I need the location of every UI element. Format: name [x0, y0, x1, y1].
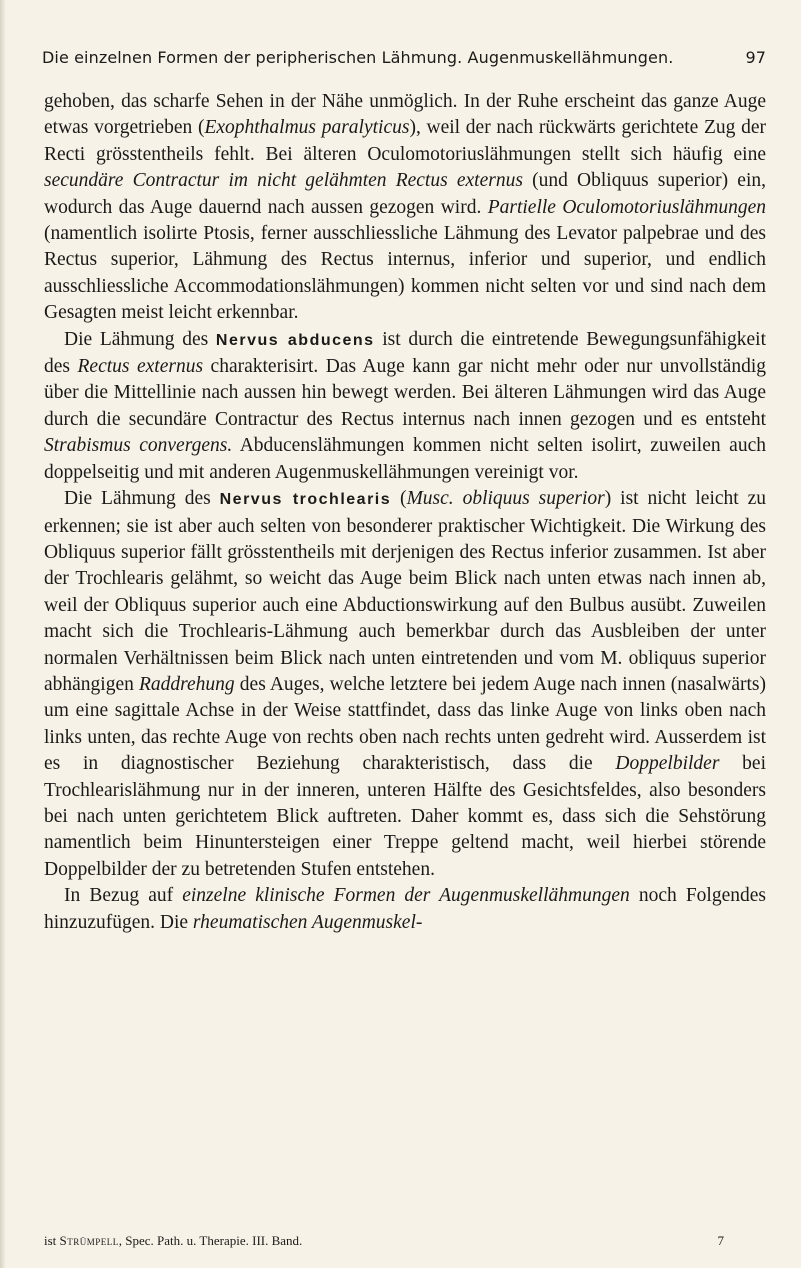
footer: [44, 1233, 724, 1249]
text-run: ), weil der nach rückwärts gerichtete Zug der Recti grösstentheils fehlt. Bei älteren Oculomotoriuslähmungen stellt sich häufig eine: [44, 117, 766, 165]
text-run: gehoben, das scharfe Sehen in der Nähe unmöglich. In der Ruhe erscheint das ganze Auge etwas vorgetrieben (: [44, 91, 766, 139]
paragraph-4: [44, 883, 766, 936]
footer-author: Strümpell: [59, 1233, 119, 1248]
paragraph-2: [44, 327, 766, 486]
text-run: In Bezug auf: [64, 885, 183, 907]
italic-term: secundäre Contractur im nicht gelähmten Rectus externus: [44, 170, 523, 192]
book-page: [44, 48, 766, 936]
body-text: [44, 89, 766, 936]
footer-reference: [44, 1233, 302, 1249]
text-run: Die Lähmung des: [64, 328, 216, 350]
running-head: [42, 48, 766, 67]
running-head-title: Die einzelnen Formen der peripherischen Lähmung. Augenmuskellähmungen.: [42, 48, 674, 67]
italic-term: Strabismus convergens.: [44, 435, 233, 457]
paragraph-1: [44, 89, 766, 327]
text-run: (namentlich isolirte Ptosis, ferner ausschliessliche Lähmung des Levator palpebrae und des Rectus superior, Lähmung des Rectus internus, inferior und superior, und endlich ausschliessliche Accommodationslähmungen) kommen nicht selten vor und sind nach dem Gesagten meist leicht erkennbar.: [44, 223, 766, 324]
text-run: (und Obliquus superior) ein, wodurch das Auge dauernd nach aussen gezogen wird.: [44, 170, 766, 218]
page-number: 97: [745, 48, 766, 67]
text-run: ist durch die eintretende Bewegungsunfähigkeit des: [44, 328, 767, 378]
italic-term: rheumatischen Augenmuskel-: [192, 911, 423, 933]
text-run: bei Trochlearislähmung nur in der inneren, unteren Hälfte des Gesichtsfeldes, also besonders bei nach unten gerichtetem Blick auftreten. Daher kommt es, dass sich die Sehstörung namentlich beim Hinuntersteigen einer Treppe geltend macht, weil hierbei störende Doppelbilder der zu betretenden Stufen entstehen.: [44, 753, 766, 880]
italic-term: einzelne klinische Formen der Augenmuskellähmungen: [182, 885, 630, 907]
italic-term: Doppelbilder: [615, 753, 720, 775]
italic-term: Exophthalmus paralyticus: [204, 117, 410, 139]
footer-text: , Spec. Path. u. Therapie. III. Band.: [118, 1233, 303, 1248]
paragraph-3: [44, 486, 766, 883]
text-run: ) ist nicht leicht zu erkennen; sie ist aber auch selten von besonderer praktischer Wichtigkeit. Die Wirkung des Obliquus superior fällt grösstentheils mit derjenigen des Rectus inferior zusammen. Ist aber der Trochlearis gelähmt, so weicht das Auge beim Blick nach unten etwas nach innen ab, weil der Obliquus superior auch eine Abductionswirkung auf den Bulbus ausübt. Zuweilen macht sich die Trochlearis-Lähmung auch bemerkbar durch das Ausbleiben der unter normalen Verhältnissen beim Blick nach unten eintretenden und vom M. obliquus superior abhängigen: [44, 488, 766, 695]
text-run: (: [391, 488, 407, 510]
text-run: Die Lähmung des: [64, 488, 220, 510]
text-run: Abducenslähmungen kommen nicht selten isolirt, zuweilen auch doppelseitig und mit anderen Augenmuskellähmungen vereinigt vor.: [44, 435, 766, 483]
italic-term: Raddrehung: [139, 673, 235, 695]
italic-term: Partielle Oculomotoriuslähmungen: [487, 196, 766, 218]
emphasis-term: Nervus abducens: [215, 331, 375, 349]
signature-mark: 7: [717, 1233, 724, 1248]
text-run: noch Folgendes hinzuzufügen. Die: [44, 885, 766, 933]
page-edge-shadow: [0, 0, 6, 1268]
italic-term: Rectus externus: [77, 356, 204, 378]
catchword: ist: [44, 1233, 57, 1248]
emphasis-term: Nervus trochlearis: [219, 491, 392, 509]
text-run: charakterisirt. Das Auge kann gar nicht mehr oder nur unvollständig über die Mittellinie nach aussen hin bewegt werden. Bei älteren Lähmungen wird das Auge durch die secundäre Contractur des Rectus internus nach innen gezogen und es entsteht: [44, 356, 766, 430]
text-run: des Auges, welche letztere bei jedem Auge nach innen (nasalwärts) um eine sagittale Achse in der Weise stattfindet, dass das linke Auge von links oben nach links unten, das rechte Auge von rechts oben nach rechts unten gedreht wird. Ausserdem ist es in diagnostischer Beziehung charakteristisch, dass die: [44, 673, 766, 775]
italic-term: Musc. obliquus superior: [406, 488, 605, 510]
